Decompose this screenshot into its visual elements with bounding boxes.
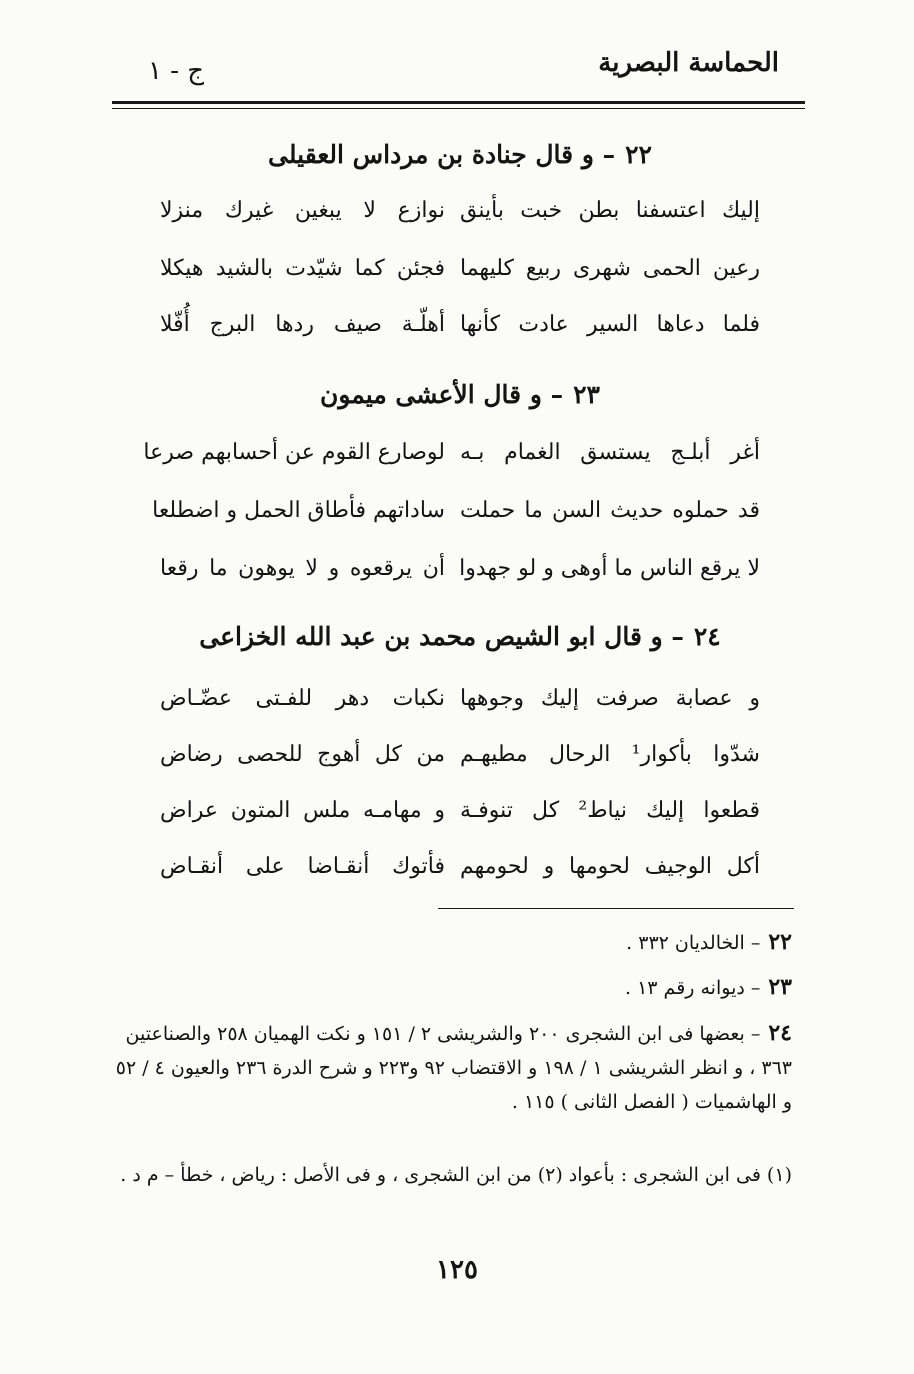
verse-second-hemistich: نكبات دهر للفـتى عضّـاض bbox=[160, 686, 445, 711]
footnote-number: ٢٣ bbox=[768, 974, 792, 1000]
footnote-text: (١) فى ابن الشجرى : بأعواد (٢) من ابن الشجرى ، و فى الأصل : رياض ، خطأ – م د . bbox=[120, 1164, 792, 1186]
verse-second-hemistich: فأتوك أنقـاضا على أنقـاض bbox=[160, 854, 445, 879]
section-number: ٢٣ bbox=[573, 380, 600, 409]
verse-line bbox=[160, 854, 760, 896]
verse-first-hemistich: لا يرقع الناس ما أوهى و لو جهدوا bbox=[459, 556, 760, 581]
volume-label: ج - ١ bbox=[148, 56, 205, 86]
verse-first-hemistich: أكل الوجيف لحومها و لحومهم bbox=[460, 854, 760, 879]
verse-first-hemistich: إليك اعتسفنا بطن خبت بأينق bbox=[460, 198, 760, 223]
verse-first-hemistich: رعين الحمى شهرى ربيع كليهما bbox=[460, 256, 760, 281]
verse-line bbox=[160, 798, 760, 840]
footnote-number: ٢٢ bbox=[768, 929, 792, 955]
header-rule-thick bbox=[112, 101, 805, 104]
footnote bbox=[112, 1016, 792, 1119]
verse-line bbox=[160, 556, 760, 598]
verse-second-hemistich: نوازع لا يبغين غيرك منزلا bbox=[160, 198, 445, 223]
verse-first-hemistich: شدّوا بأكوار¹ الرحال مطيهـم bbox=[460, 742, 760, 767]
verse-second-hemistich: لوصارع القوم عن أحسابهم صرعا bbox=[143, 440, 445, 465]
verse-second-hemistich: أهلّـة صيف ردها البرج أُفّلا bbox=[160, 312, 445, 337]
header-rule-thin bbox=[112, 108, 805, 109]
footnote bbox=[112, 925, 792, 960]
section-heading-22 bbox=[150, 140, 770, 169]
verse-line bbox=[160, 256, 760, 298]
footnote bbox=[112, 970, 792, 1005]
verse-line bbox=[160, 312, 760, 354]
verse-first-hemistich: قد حملوه حديث السن ما حملت bbox=[460, 498, 760, 523]
verse-first-hemistich: أغر أبلـج يستسق الغمام بـه bbox=[460, 440, 760, 465]
verse-line bbox=[143, 440, 760, 482]
section-heading-24 bbox=[150, 622, 770, 651]
verse-line bbox=[152, 498, 760, 540]
section-title: – و قال الأعشى ميمون bbox=[320, 380, 564, 409]
verse-second-hemistich: ساداتهم فأطاق الحمل و اضطلعا bbox=[152, 498, 445, 523]
verse-first-hemistich: و عصابة صرفت إليك وجوهها bbox=[460, 686, 760, 711]
verse-second-hemistich: فجئن كما شيّدت بالشيد هيكلا bbox=[160, 256, 445, 281]
footnote-number: ٢٤ bbox=[768, 1020, 792, 1046]
verse-line bbox=[160, 686, 760, 728]
section-title: – و قال ابو الشيص محمد بن عبد الله الخزاعى bbox=[199, 622, 684, 651]
section-heading-23 bbox=[150, 380, 770, 409]
footnote bbox=[112, 1158, 792, 1192]
verse-second-hemistich: و مهامـه ملس المتون عراض bbox=[160, 798, 445, 823]
section-title: – و قال جنادة بن مرداس العقيلى bbox=[268, 140, 616, 169]
verse-line bbox=[160, 198, 760, 240]
running-title: الحماسة البصرية bbox=[598, 48, 779, 78]
verse-first-hemistich: قطعوا إليك نياط² كل تنوفـة bbox=[460, 798, 760, 823]
verse-second-hemistich: من كل أهوج للحصى رضاض bbox=[160, 742, 445, 767]
footnote-text: – بعضها فى ابن الشجرى ٢٠٠ والشريشى ٢ / ١٥١ و نكت الهميان ٢٥٨ والصناعتين ٣٦٣ ، و انظر الشريشى ١ / ١٩٨ و الاقتضاب ٩٢ و٢٢٣ و شرح الدرة ٢٣٦ والعيون ٤ / ٥٢ و الهاشميات ( الفصل الثانى ) ١١٥ . bbox=[115, 1023, 792, 1113]
section-number: ٢٢ bbox=[625, 140, 652, 169]
section-number: ٢٤ bbox=[693, 622, 721, 651]
verse-first-hemistich: فلما دعاها السير عادت كأنها bbox=[460, 312, 760, 337]
page-number: ١٢٥ bbox=[436, 1255, 478, 1285]
footnote-text: – الخالديان ٣٣٢ . bbox=[626, 932, 761, 954]
verse-line bbox=[160, 742, 760, 784]
verse-second-hemistich: أن يرقعوه و لا يوهون ما رقعا bbox=[160, 556, 445, 581]
footnote-text: – ديوانه رقم ١٣ . bbox=[625, 977, 761, 999]
footnote-rule bbox=[438, 908, 794, 909]
